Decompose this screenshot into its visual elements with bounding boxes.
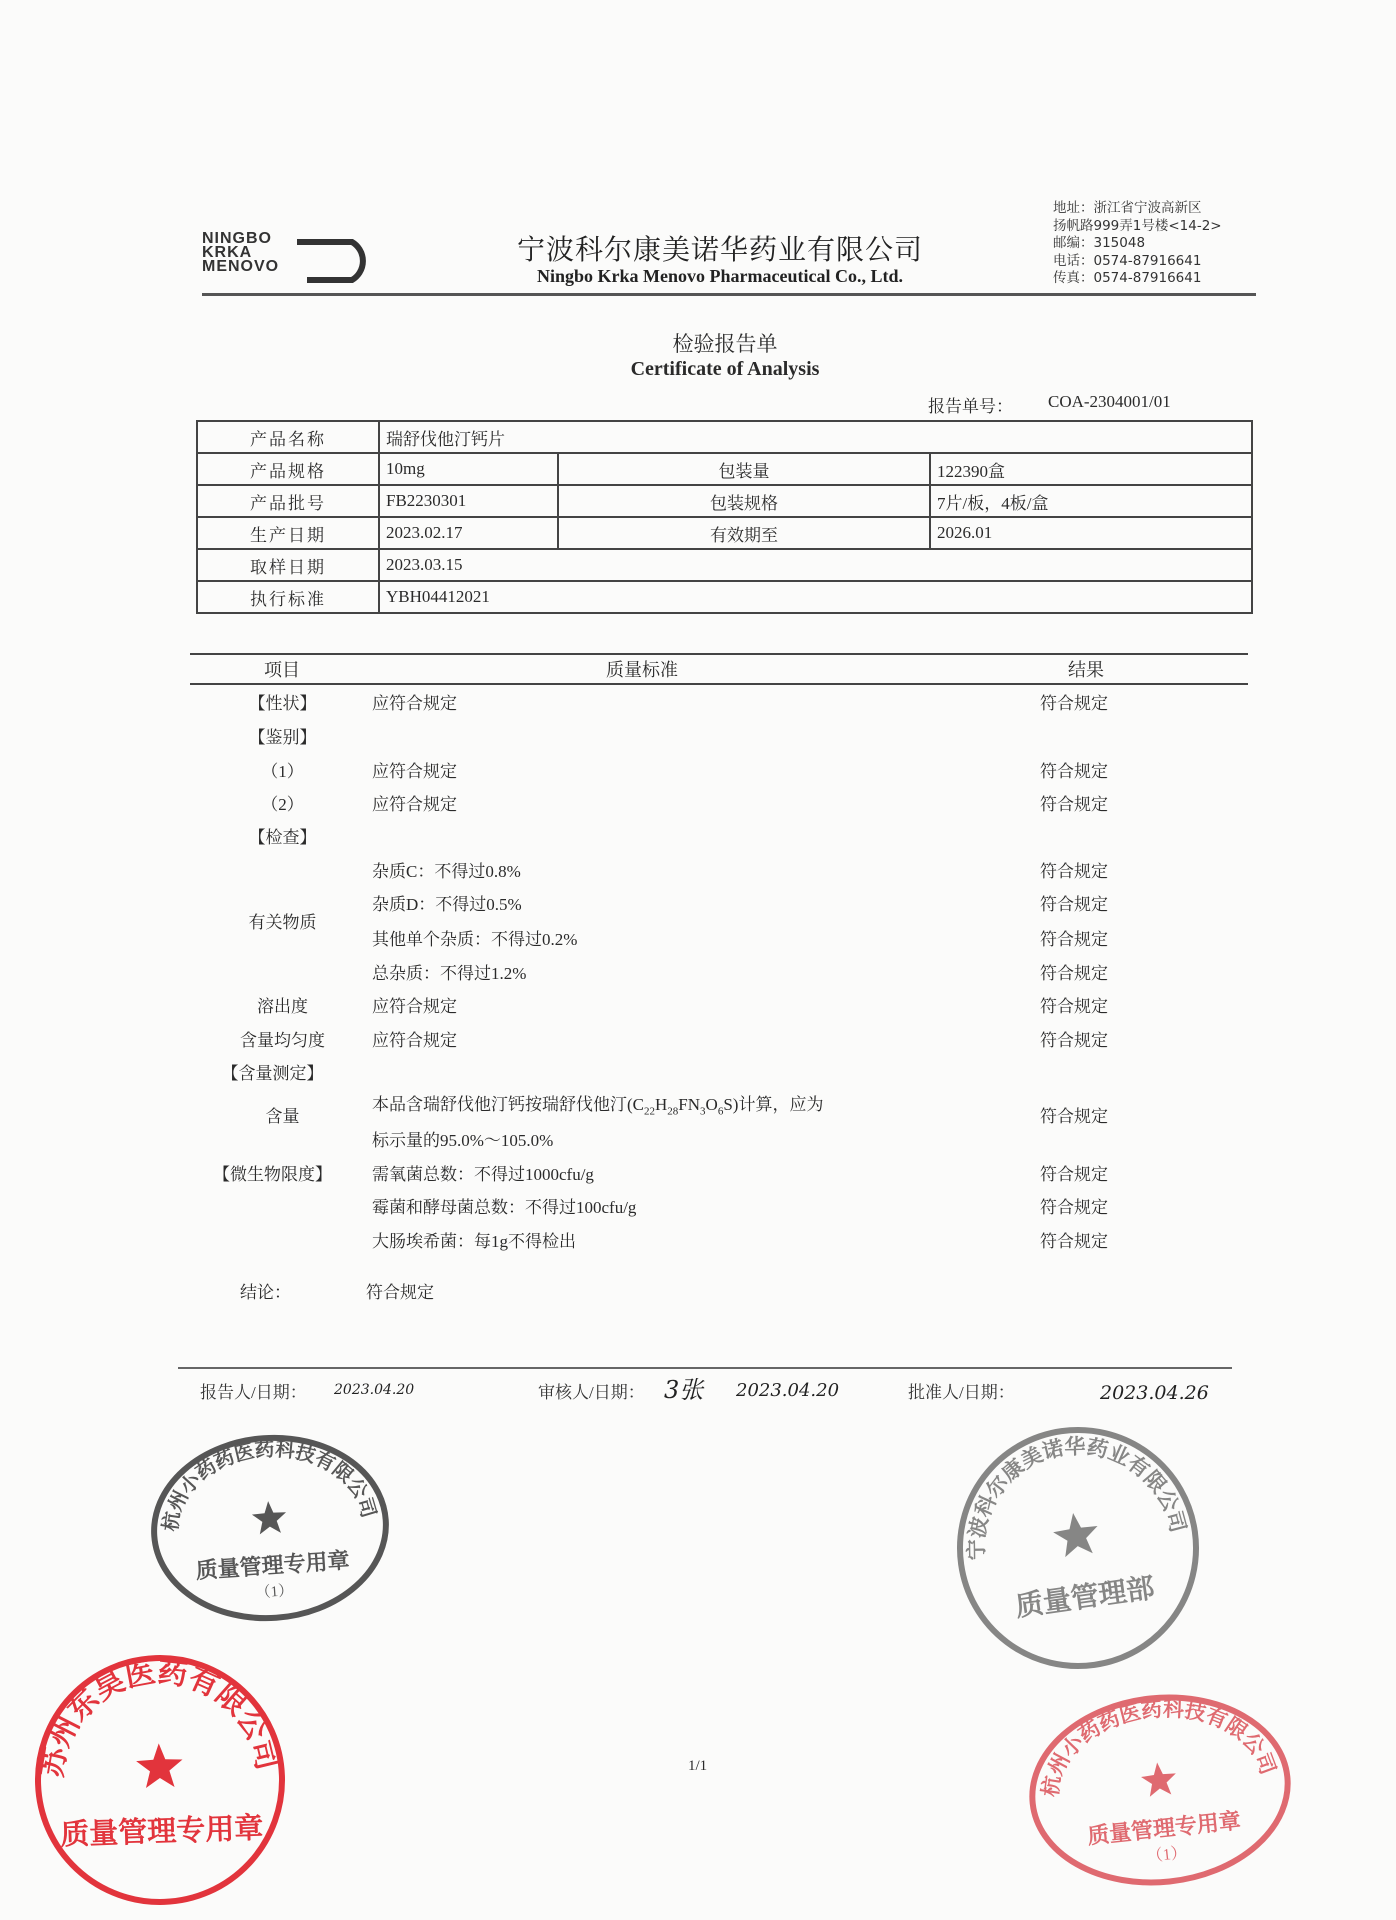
company-name-cn: 宁波科尔康美诺华药业有限公司	[516, 235, 923, 266]
reporter-label: 报告人/日期：	[200, 1383, 307, 1402]
result-standard: 应符合规定	[372, 694, 457, 713]
quality-stamp	[137, 1419, 402, 1636]
result-result: 符合规定	[1040, 694, 1108, 713]
exec-standard: YBH04412021	[379, 581, 1252, 613]
signature-rule	[178, 1367, 1232, 1369]
reviewer-signature: 3张	[664, 1376, 704, 1404]
result-result: 符合规定	[1040, 997, 1108, 1016]
company-address	[1053, 200, 1222, 288]
result-result: 符合规定	[1040, 795, 1108, 814]
result-standard: 需氧菌总数：不得过1000cfu/g	[372, 1165, 594, 1184]
pack-quantity: 122390盒	[930, 453, 1252, 485]
postcode: 邮编：315048	[1053, 235, 1146, 251]
result-standard: 应符合规定	[372, 1031, 457, 1050]
result-standard: 应符合规定	[372, 762, 457, 781]
result-standard: 杂质C：不得过0.8%	[372, 862, 521, 881]
result-item: 含量均匀度	[240, 1031, 325, 1050]
result-result: 符合规定	[1040, 762, 1108, 781]
header-divider	[202, 293, 1256, 296]
conclusion-label: 结论：	[240, 1283, 291, 1302]
result-item: 【性状】	[248, 694, 317, 713]
address-line: 扬帆路999弄1号楼<14-2>	[1053, 217, 1222, 234]
logo-line: NINGBO	[202, 230, 272, 247]
quality-stamp	[1012, 1674, 1308, 1906]
svg-text:（1）: （1）	[255, 1582, 294, 1602]
result-item: 【鉴别】	[248, 728, 317, 747]
result-standard: 大肠埃希菌：每1g不得检出	[372, 1232, 576, 1251]
result-result: 符合规定	[1040, 895, 1108, 914]
result-item: 【含量测定】	[221, 1064, 324, 1083]
star-icon	[136, 1743, 184, 1789]
svg-text:（1）: （1）	[1146, 1844, 1188, 1866]
conclusion-value: 符合规定	[366, 1283, 434, 1302]
svg-text:杭州小药药医药科技有限公司: 杭州小药药医药科技有限公司	[158, 1437, 381, 1533]
result-item: 含量	[265, 1107, 300, 1126]
col-header-item: 项目	[264, 660, 300, 680]
result-result: 符合规定	[1040, 1031, 1108, 1050]
approver-label: 批准人/日期：	[908, 1383, 1015, 1402]
expiry-date: 2026.01	[930, 517, 1252, 549]
label: 取样日期	[197, 549, 379, 581]
result-standard: 杂质D：不得过0.5%	[372, 895, 522, 914]
label: 执行标准	[197, 581, 379, 613]
col-header-standard: 质量标准	[606, 660, 678, 680]
result-standard: 霉菌和酵母菌总数：不得过100cfu/g	[372, 1198, 637, 1217]
result-standard: 应符合规定	[372, 795, 457, 814]
sample-date: 2023.03.15	[379, 549, 1252, 581]
result-item: （2）	[261, 795, 304, 814]
result-item: 【检查】	[248, 828, 317, 847]
svg-text:质量管理专用章: 质量管理专用章	[1086, 1808, 1243, 1850]
result-result: 符合规定	[1040, 1107, 1108, 1126]
label: 产品名称	[197, 421, 379, 453]
approver-signature: 2023.04.26	[1100, 1382, 1209, 1404]
label: 生产日期	[197, 517, 379, 549]
label: 包装规格	[558, 485, 930, 517]
results-top-rule	[190, 653, 1248, 655]
star-icon	[1051, 1510, 1101, 1559]
product-name: 瑞舒伐他汀钙片	[379, 421, 1252, 453]
doc-title-en: Certificate of Analysis	[630, 358, 820, 380]
assay-standard	[372, 1090, 823, 1155]
logo-line: KRKA	[202, 244, 253, 261]
label: 包装量	[558, 453, 930, 485]
phone: 电话：0574-87916641	[1053, 252, 1202, 269]
reporter-signature: 2023.04.20	[334, 1382, 415, 1398]
page-number: 1/1	[688, 1758, 708, 1774]
svg-text:杭州小药药医药科技有限公司: 杭州小药药医药科技有限公司	[1038, 1696, 1281, 1799]
reviewer-date: 2023.04.20	[736, 1380, 840, 1401]
report-no-label: 报告单号：	[928, 397, 1013, 416]
assay-range: 标示量的95.0%～105.0%	[372, 1131, 554, 1151]
company-name-en: Ningbo Krka Menovo Pharmaceutical Co., Ltd.	[537, 266, 903, 286]
result-item: 溶出度	[257, 997, 308, 1016]
report-no-value: COA-2304001/01	[1048, 392, 1171, 411]
result-item: （1）	[261, 762, 304, 781]
product-spec: 10mg	[379, 453, 558, 485]
svg-text:质量管理部: 质量管理部	[1013, 1570, 1157, 1624]
svg-text:质量管理专用章: 质量管理专用章	[194, 1548, 351, 1585]
mfg-date: 2023.02.17	[379, 517, 558, 549]
result-result: 符合规定	[1040, 964, 1108, 983]
result-item: 【微生物限度】	[213, 1165, 332, 1184]
star-icon	[251, 1500, 287, 1535]
star-icon	[1140, 1761, 1178, 1798]
result-standard: 应符合规定	[372, 997, 457, 1016]
chemical-formula: $C_{22}H_{28}FN_3O_6S$	[632, 1095, 733, 1118]
result-result: 符合规定	[1040, 930, 1108, 949]
batch-number: FB2230301	[379, 485, 558, 517]
result-standard: 总杂质：不得过1.2%	[372, 964, 527, 983]
fax: 传真：0574-87916641	[1053, 270, 1202, 286]
label: 产品规格	[197, 453, 379, 485]
label: 有效期至	[558, 517, 930, 549]
result-result: 符合规定	[1040, 1232, 1108, 1251]
svg-text:苏州东昊医药有限公司: 苏州东昊医药有限公司	[34, 1654, 285, 1780]
quality-stamp	[933, 1403, 1222, 1692]
assay-text: 本品含瑞舒伐他汀钙按瑞舒伐他汀(	[372, 1095, 633, 1114]
col-header-result: 结果	[1068, 660, 1104, 680]
doc-title-cn: 检验报告单	[672, 332, 778, 356]
result-result: 符合规定	[1040, 862, 1108, 881]
reviewer-label: 审核人/日期：	[538, 1383, 645, 1402]
result-standard: 其他单个杂质：不得过0.2%	[372, 930, 578, 949]
pack-spec: 7片/板，4板/盒	[930, 485, 1252, 517]
results-header-rule	[190, 683, 1248, 685]
logo-swoosh-icon	[297, 234, 382, 284]
address-line: 地址：浙江省宁波高新区	[1053, 200, 1202, 216]
result-result: 符合规定	[1040, 1165, 1108, 1184]
company-logo	[202, 232, 382, 290]
svg-text:质量管理专用章: 质量管理专用章	[59, 1810, 264, 1852]
assay-text: )计算，应为	[732, 1095, 824, 1114]
result-item: 有关物质	[248, 913, 317, 932]
quality-stamp	[23, 1643, 296, 1916]
label: 产品批号	[197, 485, 379, 517]
logo-line: MENOVO	[202, 258, 280, 275]
result-result: 符合规定	[1040, 1198, 1108, 1217]
product-info-table	[196, 420, 1253, 614]
svg-text:宁波科尔康美诺华药业有限公司: 宁波科尔康美诺华药业有限公司	[964, 1434, 1191, 1561]
